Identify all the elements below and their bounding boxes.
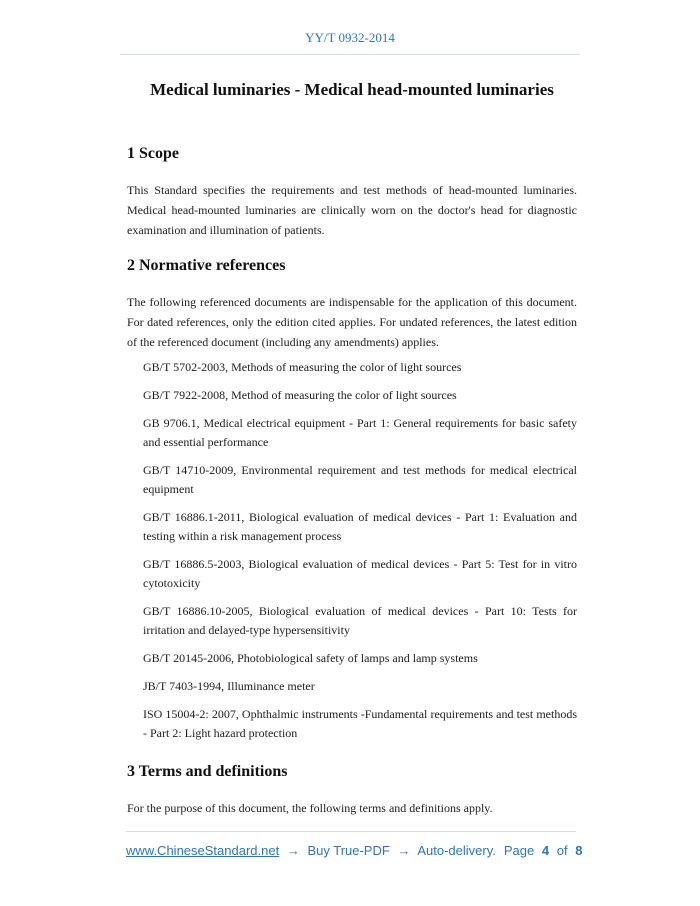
header-divider <box>120 54 580 55</box>
buy-pdf-label: Buy True-PDF <box>307 843 390 858</box>
reference-item: GB/T 14710-2009, Environmental requirement and test methods for medical electrical equipment <box>143 463 577 496</box>
reference-item: GB/T 20145-2006, Photobiological safety of lamps and lamp systems <box>143 651 478 665</box>
page-label: Page <box>503 843 535 858</box>
footer-row <box>126 843 583 858</box>
page-footer <box>126 831 583 858</box>
scope-paragraph: This Standard specifies the requirements and test methods of head-mounted luminaries. Medical head-mounted luminaries are clinically worn on the doctor's head for diagnostic examination and illumination of patients. <box>127 183 577 237</box>
reference-item: GB 9706.1, Medical electrical equipment - Part 1: General requirements for basic safety and essential performance <box>143 416 577 449</box>
footer-divider <box>126 831 576 832</box>
total-page-number: 8 <box>575 843 583 858</box>
reference-item: JB/T 7403-1994, Illuminance meter <box>143 679 315 693</box>
document-title: Medical luminaries - Medical head-mounted luminaries <box>150 80 554 99</box>
arrow-icon: → <box>397 843 411 858</box>
arrow-icon: → <box>286 843 300 858</box>
reference-item: GB/T 7922-2008, Method of measuring the color of light sources <box>143 388 457 402</box>
auto-delivery-label: Auto-delivery. <box>417 843 496 858</box>
document-body <box>127 145 577 818</box>
doc-code: YY/T 0932-2014 <box>305 30 395 45</box>
terms-paragraph: For the purpose of this document, the following terms and definitions apply. <box>127 801 493 815</box>
of-label: of <box>556 843 568 858</box>
reference-item: ISO 15004-2: 2007, Ophthalmic instruments -Fundamental requirements and test methods - Part 2: Light hazard protection <box>143 707 577 740</box>
section-heading-normative-references: 2 Normative references <box>127 257 286 274</box>
current-page-number: 4 <box>541 843 550 858</box>
reference-list <box>127 358 577 743</box>
footer-promo <box>126 843 500 858</box>
reference-item: GB/T 16886.1-2011, Biological evaluation of medical devices - Part 1: Evaluation and testing within a risk management process <box>143 510 577 543</box>
reference-item: GB/T 16886.10-2005, Biological evaluation of medical devices - Part 10: Tests for irritation and delayed-type hypersensitivity <box>143 604 577 637</box>
reference-item: GB/T 5702-2003, Methods of measuring the color of light sources <box>143 360 462 374</box>
section-heading-scope: 1 Scope <box>127 145 179 162</box>
website-link[interactable]: www.ChineseStandard.net <box>126 843 280 858</box>
section-heading-terms-definitions: 3 Terms and definitions <box>127 763 288 780</box>
normative-intro-paragraph: The following referenced documents are indispensable for the application of this document. For dated references, only the edition cited applies. For undated references, the latest edition of the referenced document (including any amendments) applies. <box>127 295 577 349</box>
page-indicator <box>500 843 583 858</box>
reference-item: GB/T 16886.5-2003, Biological evaluation of medical devices - Part 5: Test for in vitro cytotoxicity <box>143 557 577 590</box>
